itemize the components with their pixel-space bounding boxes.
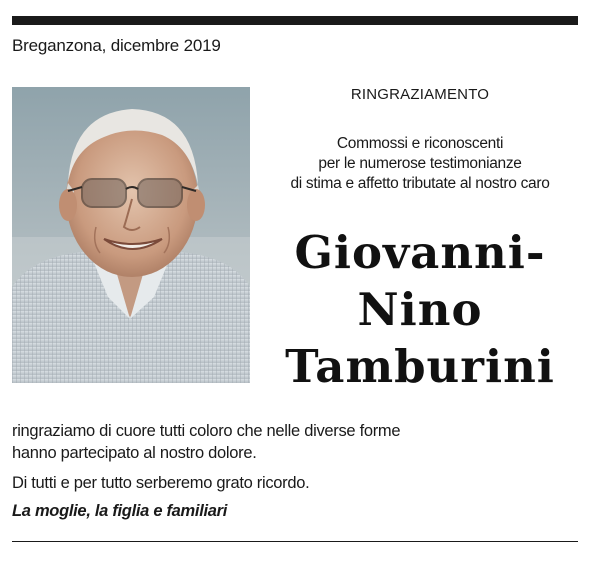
intro-line: per le numerose testimonianze xyxy=(318,155,522,172)
body-line: ringraziamo di cuore tutti coloro che nelle diverse forme xyxy=(12,422,401,440)
portrait-illustration xyxy=(12,87,250,383)
portrait-photo xyxy=(12,87,250,383)
name-line: Nino xyxy=(357,283,483,336)
signature: La moglie, la figlia e familiari xyxy=(12,502,228,520)
intro-line: Commossi e riconoscenti xyxy=(336,135,504,152)
name-line: Tamburini xyxy=(285,340,555,393)
top-rule xyxy=(12,16,578,25)
bottom-rule xyxy=(12,541,578,542)
thanks-text xyxy=(12,420,582,494)
name-line: Giovanni- xyxy=(294,226,546,279)
place-date: Breganzona, dicembre 2019 xyxy=(12,36,221,55)
intro-line: di stima e affetto tributate al nostro caro xyxy=(290,175,550,192)
body-line: hanno partecipato al nostro dolore. xyxy=(12,444,257,462)
closing-line: Di tutti e per tutto serberemo grato ricordo. xyxy=(12,474,310,492)
heading: RINGRAZIAMENTO xyxy=(350,86,490,103)
deceased-name xyxy=(255,224,585,395)
intro-text xyxy=(258,134,582,194)
